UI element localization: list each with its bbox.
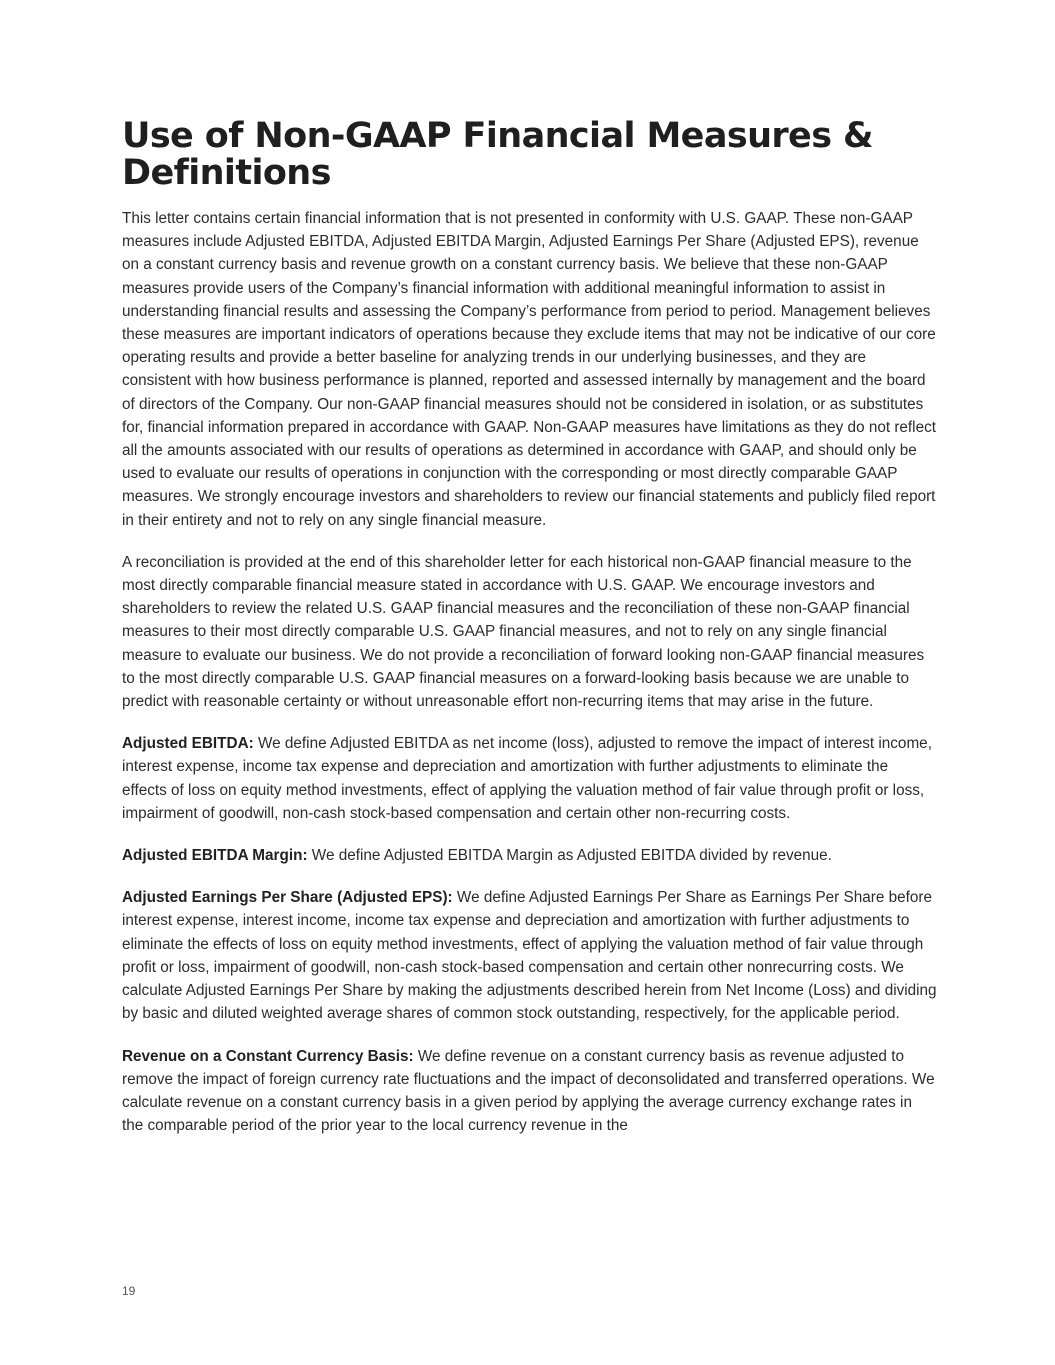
definition-adjusted-ebitda [122, 732, 937, 825]
definition-adjusted-eps [122, 886, 937, 1025]
definition-text: We define Adjusted EBITDA Margin as Adjusted EBITDA divided by revenue. [311, 847, 832, 865]
definition-adjusted-ebitda-margin [122, 844, 937, 867]
definition-text: We define revenue on a constant currency basis as revenue adjusted to remove the impact of foreign currency rate fluctuations and the impact of deconsolidated and transferred operations. We calculate revenue on a constant currency basis in a given period by applying the average currency exchange rates in the comparable period of the prior year to the local currency revenue in the [122, 1047, 935, 1135]
definition-term: Adjusted Earnings Per Share (Adjusted EPS): [122, 889, 453, 907]
reconciliation-paragraph: A reconciliation is provided at the end of this shareholder letter for each historical non-GAAP financial measure to the most directly comparable financial measure stated in accordance with U.S. GAAP. We encourage investors and shareholders to review the related U.S. GAAP financial measures and the reconciliation of these non-GAAP financial measures to their most directly comparable U.S. GAAP financial measures, and not to rely on any single financial measure to evaluate our business. We do not provide a reconciliation of forward looking non-GAAP financial measures to the most directly comparable U.S. GAAP financial measures on a forward-looking basis because we are unable to predict with reasonable certainty or without unreasonable effort non-recurring items that may arise in the future. [122, 553, 925, 711]
page-number: 19 [122, 1284, 136, 1298]
document-page [122, 118, 937, 1156]
definition-term: Revenue on a Constant Currency Basis: [122, 1047, 414, 1065]
page-title: Use of Non-GAAP Financial Measures & Definitions [122, 116, 873, 193]
definition-constant-currency-revenue [122, 1045, 937, 1138]
definition-text: We define Adjusted EBITDA as net income (loss), adjusted to remove the impact of interest income, interest expense, income tax expense and depreciation and amortization with further adjustments to eliminate the effects of loss on equity method investments, effect of applying the valuation method of fair value through profit or loss, impairment of goodwill, non-cash stock-based compensation and certain other non-recurring costs. [122, 735, 932, 822]
definition-text: We define Adjusted Earnings Per Share as Earnings Per Share before interest expense, interest income, income tax expense and depreciation and amortization with further adjustments to eliminate the effects of loss on equity method investments, effect of applying the valuation method of fair value through profit or loss, impairment of goodwill, non-cash stock-based compensation and certain other nonrecurring costs. We calculate Adjusted Earnings Per Share by making the adjustments described herein from Net Income (Loss) and dividing by basic and diluted weighted average shares of common stock outstanding, respectively, for the applicable period. [122, 889, 937, 1023]
intro-paragraph: This letter contains certain financial information that is not presented in conformity with U.S. GAAP. These non-GAAP measures include Adjusted EBITDA, Adjusted EBITDA Margin, Adjusted Earnings Per Share (Adjusted EPS), revenue on a constant currency basis and revenue growth on a constant currency basis. We believe that these non-GAAP measures provide users of the Company’s financial information with additional meaningful information to assist in understanding financial results and assessing the Company’s performance from period to period. Management believes these measures are important indicators of operations because they exclude items that may not be indicative of our core operating results and provide a better baseline for analyzing trends in our underlying businesses, and they are consistent with how business performance is planned, reported and assessed internally by management and the board of directors of the Company. Our non-GAAP financial measures should not be considered in isolation, or as substitutes for, financial information prepared in accordance with GAAP. Non-GAAP measures have limitations as they do not reflect all the amounts associated with our results of operations as determined in accordance with GAAP, and should only be used to evaluate our results of operations in conjunction with the corresponding or most directly comparable GAAP measures. We strongly encourage investors and shareholders to review our financial statements and publicly filed report in their entirety and not to rely on any single financial measure. [122, 210, 936, 529]
definition-term: Adjusted EBITDA: [122, 735, 254, 753]
definition-term: Adjusted EBITDA Margin: [122, 847, 308, 865]
